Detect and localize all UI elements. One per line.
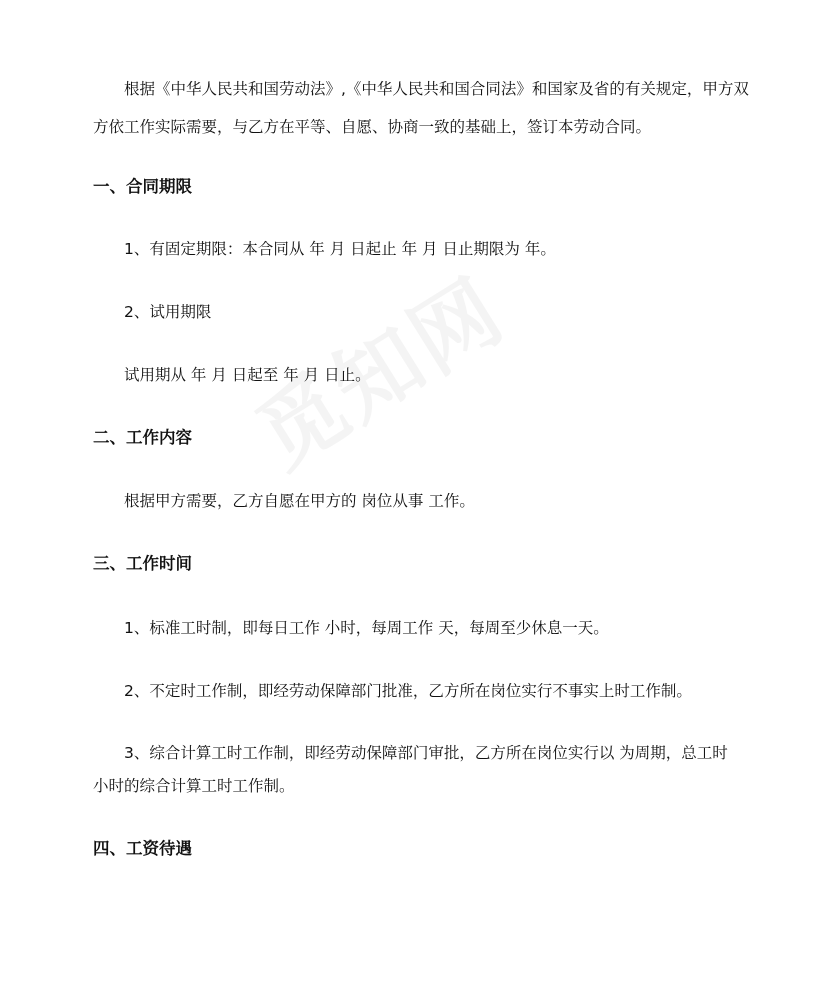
section-heading-contract-term: 一、合同期限 [93, 177, 192, 196]
intro-line-1: 根据《中华人民共和国劳动法》,《中华人民共和国合同法》和国家及省的有关规定，甲方双 [124, 80, 749, 98]
section-heading-work-hours: 三、工作时间 [93, 554, 192, 573]
section-heading-salary: 四、工资待遇 [93, 839, 192, 858]
comprehensive-hours-clause-line-2: 小时的综合计算工时工作制。 [93, 777, 295, 795]
comprehensive-hours-clause-line-1: 3、综合计算工时工作制，即经劳动保障部门审批，乙方所在岗位实行以 为周期，总工时 [124, 744, 728, 762]
probation-title: 2、试用期限 [124, 303, 212, 321]
fixed-term-clause: 1、有固定期限：本合同从 年 月 日起止 年 月 日止期限为 年。 [124, 240, 556, 258]
work-content-clause: 根据甲方需要，乙方自愿在甲方的 岗位从事 工作。 [124, 492, 475, 510]
watermark [230, 227, 601, 573]
intro-line-2: 方依工作实际需要，与乙方在平等、自愿、协商一致的基础上，签订本劳动合同。 [93, 118, 652, 136]
standard-hours-clause: 1、标准工时制，即每日工作 小时，每周工作 天，每周至少休息一天。 [124, 619, 609, 637]
flexible-hours-clause: 2、不定时工作制，即经劳动保障部门批准，乙方所在岗位实行不事实上时工作制。 [124, 682, 692, 700]
probation-clause: 试用期从 年 月 日起至 年 月 日止。 [124, 366, 371, 384]
section-heading-work-content: 二、工作内容 [93, 428, 192, 447]
